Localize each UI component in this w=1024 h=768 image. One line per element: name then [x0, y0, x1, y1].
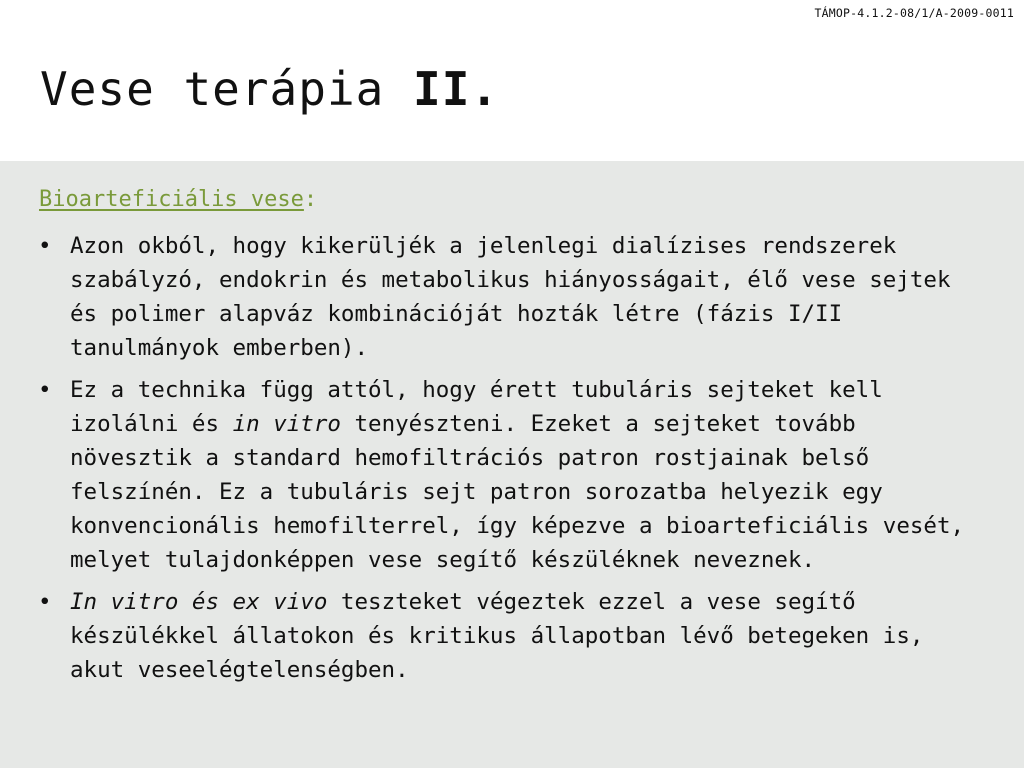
bullet-text-italic: in vitro [232, 411, 341, 437]
section-heading [39, 187, 317, 212]
content-panel [0, 161, 1024, 768]
bullet-item [0, 373, 1024, 577]
bullet-text: Azon okból, hogy kikerüljék a jelenlegi dialízises rendszerek szabályzó, endokrin és metabolikus hiányosságait, élő vese sejtek és polimer alapváz kombinációját hozták létre (fázis I/II tanulmányok emberben). [70, 233, 951, 361]
bullet-text-part: teszteket végeztek ezzel a vese segítő készülékkel állatokon és kritikus állapotban lévő betegeken is, akut veseelégtelenségben. [70, 589, 924, 683]
section-heading-suffix: : [303, 187, 318, 212]
bullet-text-italic: In vitro és ex vivo [70, 589, 328, 615]
bullet-item [0, 229, 1024, 365]
bullet-icon: • [38, 589, 52, 615]
bullet-text-part: Ez a technika függ attól, hogy érett tubuláris sejteket kell izolálni és [70, 377, 883, 437]
bullet-item [0, 585, 1024, 687]
project-code: TÁMOP-4.1.2-08/1/A-2009-0011 [814, 6, 1014, 20]
bullet-text-part: tenyészteni. Ezeket a sejteket tovább növesztik a standard hemofiltrációs patron rostjainak belső felszínén. Ez a tubuláris sejt patron sorozatba helyezik egy konvencionális hemofilterrel, így képezve a bioarteficiális vesét, melyet tulajdonképpen vese segítő készüléknek neveznek. [70, 411, 965, 573]
slide-title-main: Vese terápia [40, 62, 414, 116]
bioarteficial-kidney-link[interactable]: Bioarteficiális vese [39, 187, 304, 212]
slide-title-accent: II. [413, 62, 500, 116]
slide-title [40, 62, 499, 116]
bullet-list [0, 229, 1024, 695]
bullet-icon: • [38, 377, 52, 403]
bullet-icon: • [38, 233, 52, 259]
